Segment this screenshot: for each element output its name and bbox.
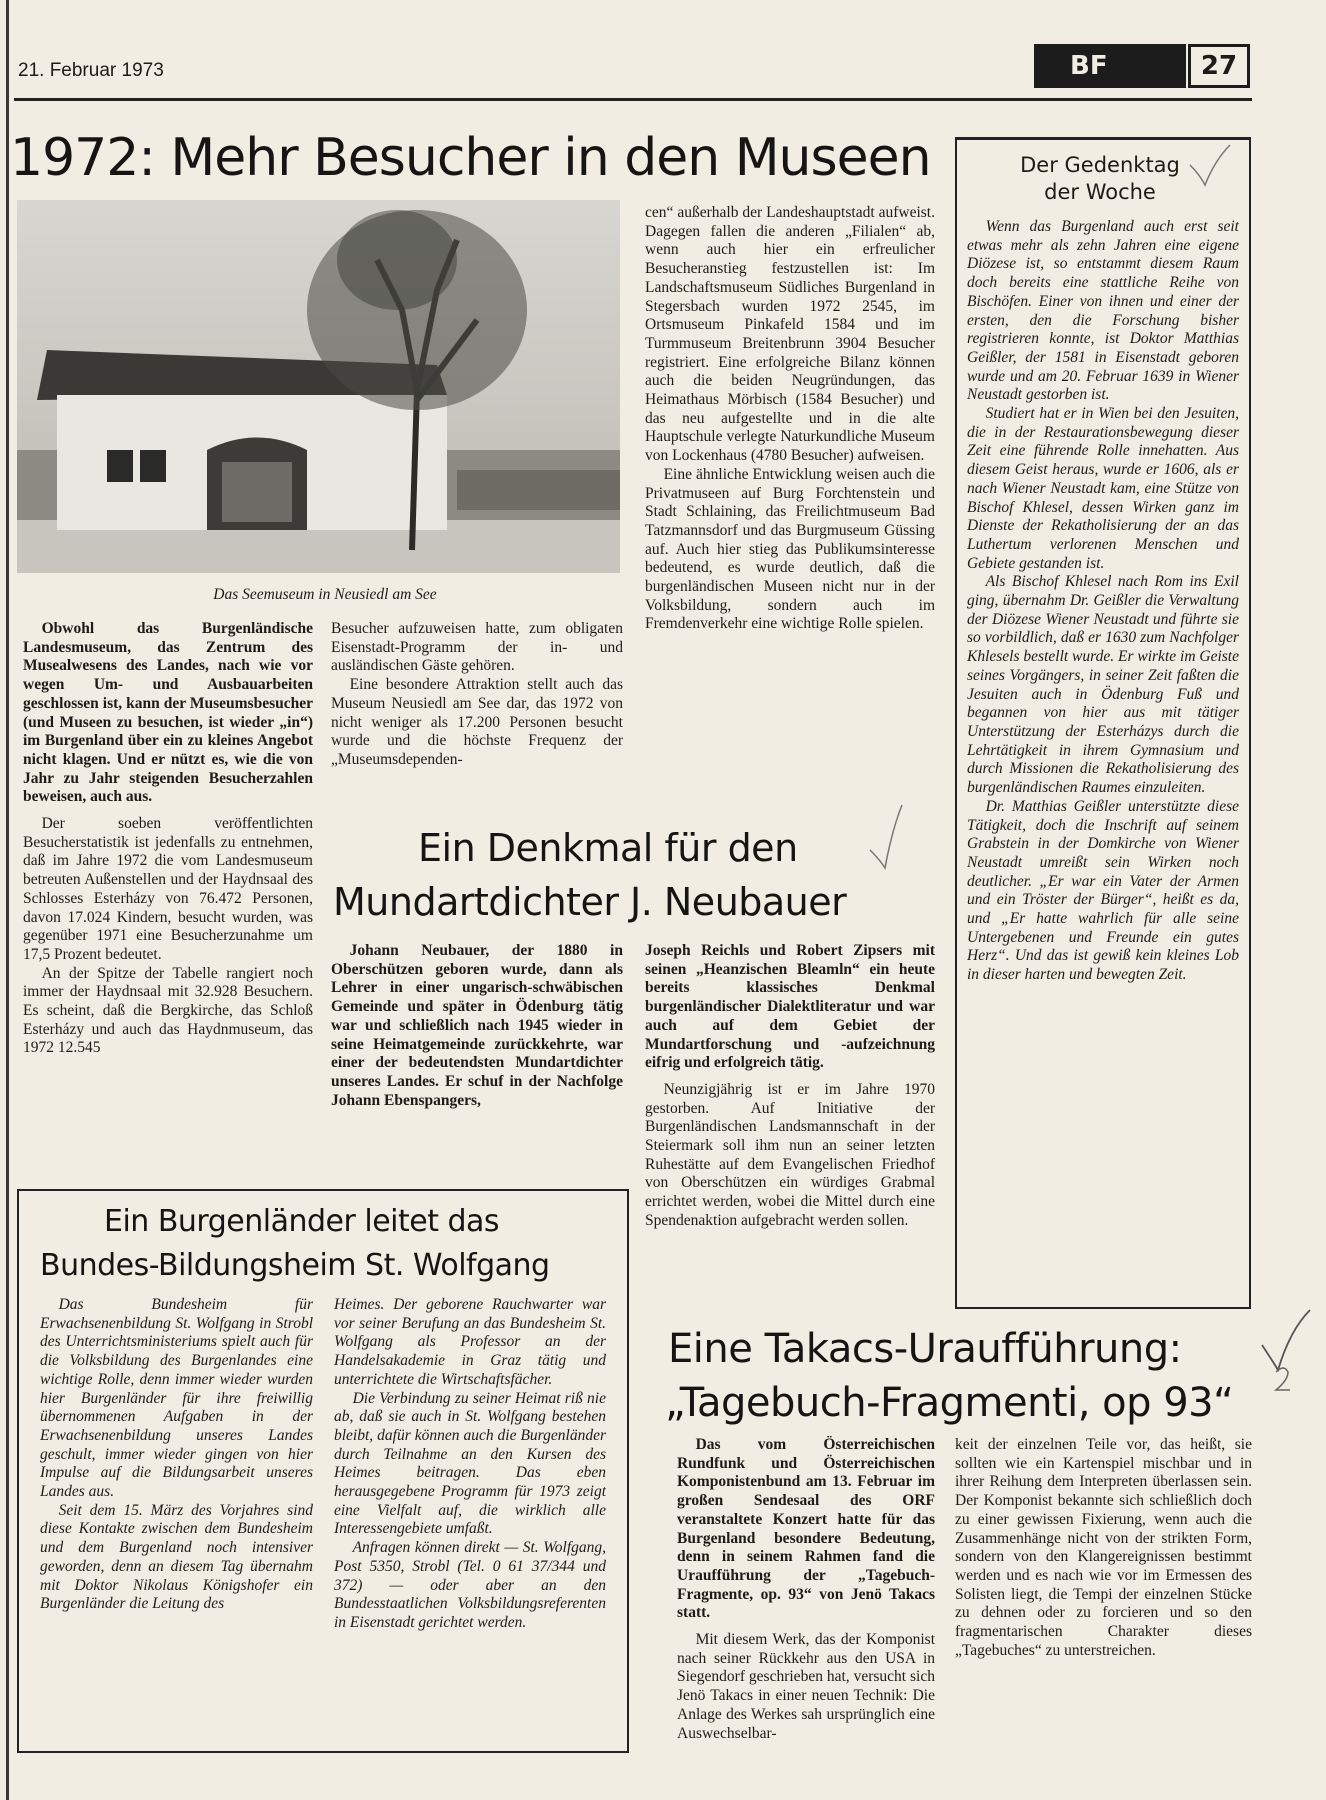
gedenktag-title bbox=[975, 152, 1225, 206]
paragraph: Heimes. Der geborene Rauchwarter war vor seiner Berufung an das Bundesheim St. Wolfgang als Professor an der Handelsakademie in Graz tätig und unterrichtete die Wirtschaftsfächer. bbox=[334, 1296, 606, 1388]
paragraph: Studiert hat er in Wien bei den Jesuiten, die in der Restaurationsbewegung dieser Zeit eine führende Rolle innehatten. Aus diesem Geist heraus, wurde er 1606, als er nach Wiener Neustadt kam, eine Stütze von Bischof Khlesel, dessen Wirken ganz im Dienste der Rekatholisierung der an das Luthertum verlorenen Menschen und Gebiete gestanden ist. bbox=[967, 405, 1239, 572]
paragraph: keit der einzelnen Teile vor, das heißt, sie sollten wie ein Kartenspiel mischbar und in ihrer Reihung dem Interpreten überlassen sein. Der Komponist bekannte sich schließlich doch zu einer gewissen Fixierung, wenn auch die Zusammenhänge nicht von der strikten Form, sondern von den Klangereignissen bestimmt werden und es nach wie vor im Ermessen des Solisten liegt, die Tempi der einzelnen Stücke zu dehnen oder zu forcieren und so den fragmentarischen Charakter dieses „Tagebuches“ zu unterstreichen. bbox=[955, 1436, 1252, 1659]
paragraph: Als Bischof Khlesel nach Rom ins Exil ging, übernahm Dr. Geißler die Verwaltung der Diözese Wiener Neustadt und führte sie so vorbildlich, daß er 1630 zum Nachfolger Khlesels bestellt wurde. Er wirkte im Geiste seines Vorgängers, in seiner Zeit faßten die Jesuiten auch in Ödenburg Fuß und begannen von hier aus mit tätiger Unterstützung der Esterházys durch die Lehrtätigkeit in ihrem Gymnasium und durch Missionen die Rekatholisierung des burgenländischen Raumes einzuleiten. bbox=[967, 573, 1239, 797]
paragraph: Dr. Matthias Geißler unterstützte diese Tätigkeit, doch die Inschrift auf seinem Grabstein in der Domkirche von Wiener Neustadt umreißt sein Wirken noch deutlicher. „Er war ein Vater der Armen und ein Tröster der Bürger“, heißt es da, und „Er hatte wahrlich für alle seine Untergebenen und Freunde ein gutes Herz“. Und das ist gewiß kein kleines Lob in dieser harten und bewegten Zeit. bbox=[967, 797, 1239, 984]
paragraph: Besucher aufzuweisen hatte, zum obligaten Eisenstadt-Programm der in- und ausländischen Gäste gehören. bbox=[331, 620, 623, 675]
gedenktag-text bbox=[967, 218, 1239, 1300]
lead-paragraph: Obwohl das Burgenländische Landesmuseum, das Zentrum des Musealwesens des Landes, nach wie vor wegen Um- und Ausbauarbeiten geschlossen ist, kann der Museumsbesucher (und Museen zu besuchen, ist wieder „in“) im Burgenland über ein zu kleines Angebot nicht klagen. Und er nützt es, wie die von Jahr zu Jahr steigenden Besucherzahlen beweisen, auch aus. bbox=[23, 620, 313, 806]
paragraph-gap bbox=[23, 807, 313, 815]
wolfgang-column-1 bbox=[40, 1296, 313, 1746]
gedenktag-title-line-2: der Woche bbox=[1044, 180, 1156, 204]
paragraph: Seit dem 15. März des Vorjahres sind diese Kontakte zwischen dem Bundesheim und dem Burgenland noch intensiver geworden, denn an diesem Tag übernahm mit Doktor Nikolaus Königshofer ein Burgenländer die Leitung des bbox=[40, 1501, 313, 1613]
paragraph: Neunzigjährig ist er im Jahre 1970 gestorben. Auf Initiative der Burgenländischen Landsmannschaft in der Steiermark soll ihm nun an seiner letzten Ruhestätte auf dem Evangelischen Friedhof von Oberschützen ein würdiges Grabmal errichtet werden, wobei die Mittel durch eine Spendenaktion aufgebracht werden sollen. bbox=[645, 1080, 935, 1229]
seemuseum-photo bbox=[17, 200, 620, 573]
issue-date: 21. Februar 1973 bbox=[18, 60, 164, 81]
takacs-headline-line-1: Eine Takacs-Uraufführung: bbox=[668, 1326, 1182, 1372]
paragraph-gap bbox=[677, 1623, 935, 1631]
museum-column-2 bbox=[331, 620, 623, 810]
page-number: 27 bbox=[1188, 44, 1250, 88]
header-rule bbox=[14, 98, 1252, 101]
wolfgang-column-2 bbox=[334, 1296, 606, 1746]
paragraph: Mit diesem Werk, das der Komponist nach seiner Rückkehr aus den USA in Siegendorf geschrieben hat, versucht sich Jenö Takacs in einer neuen Technik: Die Anlage des Werkes sah ursprünglich eine Auswechselbar- bbox=[677, 1631, 935, 1742]
paragraph: Die Verbindung zu seiner Heimat riß nie ab, daß sie auch in St. Wolfgang bestehen bleibt, dafür können auch die Burgenländer durch Teilnahme an den Kursen des Heimes beitragen. Das eben herausgegebene Programm für 1973 zeigt eine Vielfalt auf, die wirklich alle Interessengebiete umfaßt. bbox=[334, 1389, 606, 1538]
wolfgang-headline-line-1: Ein Burgenländer leitet das bbox=[104, 1204, 500, 1239]
paragraph: Das Bundesheim für Erwachsenenbildung St. Wolfgang in Strobl des Unterrichtsministeriums spielt auch für die Volksbildung des Burgenlandes eine wichtige Rolle, denn immer wieder wurden hier Burgenländer für ihre freiwillig übernommenen Aufgaben in der Erwachsenenbildung unseres Landes geschult, immer wieder gingen von hier Impulse auf die Bildungsarbeit unseres Landes aus. bbox=[40, 1296, 313, 1501]
takacs-column-2 bbox=[955, 1436, 1252, 1754]
paragraph: Wenn das Burgenland auch erst seit etwas mehr als zehn Jahren eine eigene Diözese ist, so entstammt diesem Raum doch bereits eine stattliche Reihe von Bischöfen. Einer von ihnen und einer der ersten, den die Forschung bisher registrieren konnte, ist Doktor Matthias Geißler, der 1581 in Eisenstadt geboren wurde und am 20. Februar 1639 in Wiener Neustadt gestorben ist. bbox=[967, 218, 1239, 404]
page-edge-rule bbox=[6, 0, 9, 1800]
lead-paragraph: Johann Neubauer, der 1880 in Oberschützen geboren wurde, dann als Lehrer in einer ungarisch-schwäbischen Gemeinde und später in Ödenburg tätig war und schließlich nach 1945 wieder in seine Heimatgemeinde zurückkehrte, war einer der bedeutendsten Mundartdichter unseres Landes. Er schuf in der Nachfolge Johann Ebenspangers, bbox=[331, 942, 623, 1109]
neubauer-headline-line-2: Mundartdichter J. Neubauer bbox=[333, 880, 847, 924]
paragraph: Der soeben veröffentlichten Besucherstatistik ist jedenfalls zu entnehmen, daß im Jahre 1972 die vom Landesmuseum betreuten Außenstellen und der Haydnsaal des Schlosses Esterházy von 76.472 Personen, davon 17.024 Kindern, besucht wurden, was gegenüber 1971 eine Besucherzunahme um 17,5 Prozent bedeutet. bbox=[23, 815, 313, 963]
museum-column-1 bbox=[23, 620, 313, 1168]
neubauer-column-2 bbox=[645, 942, 935, 1317]
lead-paragraph: Joseph Reichls und Robert Zipsers mit seinen „Heanzischen Bleamln“ ein heute bereits klassisches Denkmal burgenländischer Dialektliteratur und war auch auf dem Gebiet der Mundartforschung und -aufzeichnung eifrig und erfolgreich tätig. bbox=[645, 942, 935, 1072]
paragraph: Eine ähnliche Entwicklung weisen auch die Privatmuseen auf Burg Forchtenstein und Stadt Schlaining, das Freilichtmuseum Bad Tatzmannsdorf und das Burgmuseum Güssing auf. Auch hier stieg das Publikumsinteresse bedeutend, es wurde deutlich, daß die burgenländischen Museen nicht nur in der Volksbildung, sondern auch im Fremdenverkehr eine wichtige Rolle spielen. bbox=[645, 465, 935, 633]
paragraph: Anfragen können direkt — St. Wolfgang, Post 5350, Strobl (Tel. 0 61 37/344 und 372) — oder aber an den Bundesstaatlichen Volksbildungsreferenten in Eisenstadt gerichtet werden. bbox=[334, 1539, 606, 1631]
gedenktag-title-line-1: Der Gedenktag bbox=[1020, 153, 1180, 177]
takacs-column-1 bbox=[677, 1436, 935, 1754]
lead-paragraph: Das vom Österreichischen Rundfunk und Österreichischen Komponistenbund am 13. Februar im großen Sendesaal des ORF veranstaltete Konzert hatte für das Burgenland besondere Bedeutung, denn in seinem Rahmen fand die Uraufführung der „Tagebuch-Fragmente, op. 93“ von Jenö Takacs statt. bbox=[677, 1436, 935, 1622]
paragraph: An der Spitze der Tabelle rangiert noch immer der Haydnsaal mit 32.928 Besuchern. Es scheint, daß die Bergkirche, das Schloß Esterházy und auch das Haydnmuseum, das 1972 12.545 bbox=[23, 964, 313, 1057]
section-label: BF bbox=[1034, 44, 1186, 88]
neubauer-column-1 bbox=[331, 942, 623, 1170]
museum-column-3 bbox=[645, 204, 935, 809]
paragraph-gap bbox=[645, 1073, 935, 1081]
museum-headline: 1972: Mehr Besucher in den Museen bbox=[10, 128, 931, 188]
wolfgang-headline-line-2: Bundes-Bildungsheim St. Wolfgang bbox=[40, 1248, 550, 1283]
neubauer-headline-line-1: Ein Denkmal für den bbox=[418, 826, 798, 870]
takacs-headline-line-2: „Tagebuch-Fragmenti, op 93“ bbox=[665, 1380, 1234, 1426]
paragraph: Eine besondere Attraktion stellt auch das Museum Neusiedl am See dar, das 1972 von nicht weniger als 17.200 Personen besucht wurde und die höchste Frequenz der „Museumsdependen- bbox=[331, 676, 623, 768]
photo-caption: Das Seemuseum in Neusiedl am See bbox=[213, 586, 437, 603]
paragraph: cen“ außerhalb der Landeshauptstadt aufweist. Dagegen fallen die anderen „Filialen“ ab, wenn auch hier ein erfreulicher Besucheranstieg festzustellen ist: Im Landschaftsmuseum Südliches Burgenland in Stegersbach wurden 1972 2545, im Ortsmuseum Pinkafeld 1584 und im Turmmuseum Breitenbrunn 3904 Besucher registriert. Eine erfolgreiche Bilanz können auch die beiden Neugründungen, das Heimathaus Mörbisch (1584 Besucher) und das neu aufgestellte und in die alte Hauptschule verlegte Naturkundliche Museum von Lockenhaus (4780 Besucher) aufweisen. bbox=[645, 204, 935, 465]
